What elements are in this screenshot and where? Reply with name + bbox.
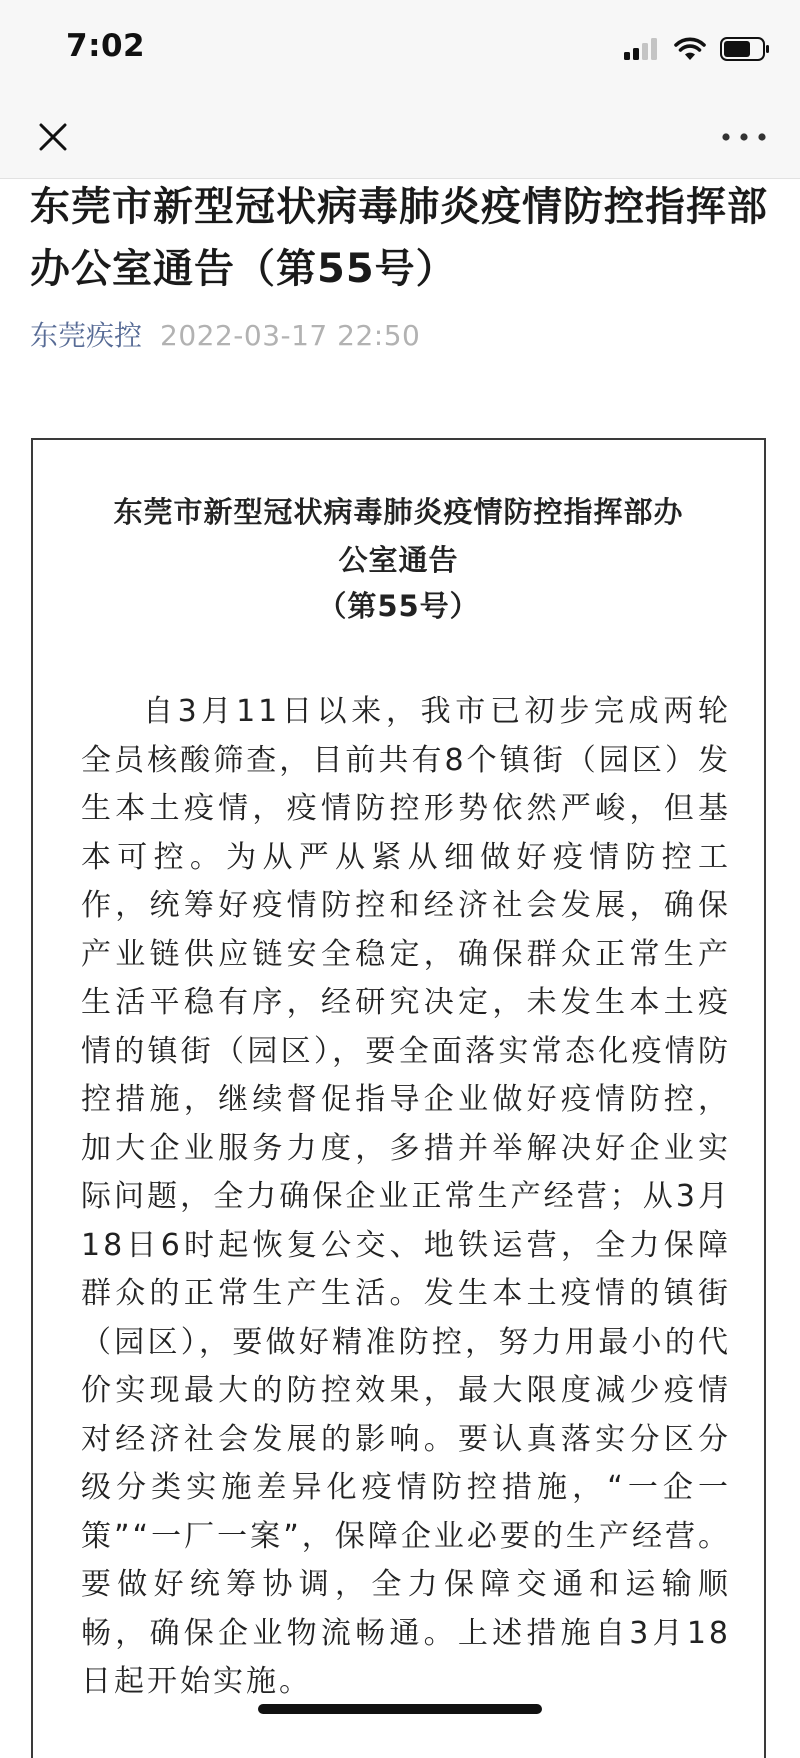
battery-icon [720, 37, 770, 61]
more-icon[interactable] [718, 120, 770, 154]
notice-frame [31, 438, 766, 1758]
close-icon[interactable] [30, 114, 76, 160]
status-time: 7:02 [66, 28, 146, 64]
article-meta [30, 316, 420, 356]
notice-heading [33, 488, 764, 630]
wifi-icon [674, 37, 706, 61]
status-bar [0, 0, 800, 96]
status-icons [624, 34, 770, 64]
signal-icon [624, 38, 660, 60]
notice-body: 自3月11日以来，我市已初步完成两轮全员核酸筛查，目前共有8个镇街（园区）发生本土疫情，疫情防控形势依然严峻，但基本可控。为从严从紧从细做好疫情防控工作，统筹好疫情防控和经济社会发展，确保产业链供应链安全稳定，确保群众正常生产生活平稳有序，经研究决定，未发生本土疫情的镇街（园区），要全面落实常态化疫情防控措施，继续督促指导企业做好疫情防控，加大企业服务力度，多措并举解决好企业实际问题，全力确保企业正常生产经营；从3月18日6时起恢复公交、地铁运营，全力保障群众的正常生产生活。发生本土疫情的镇街（园区），要做好精准防控，努力用最小的代价实现最大的防控效果，最大限度减少疫情对经济社会发展的影响。要认真落实分区分级分类实施差异化疫情防控措施，“一企一策”“一厂一案”，保障企业必要的生产经营。要做好统筹协调，全力保障交通和运输顺畅，确保企业物流畅通。上述措施自3月18日起开始实施。 [81, 694, 731, 1699]
nav-bar [0, 96, 800, 179]
notice-heading-line: 东莞市新型冠状病毒肺炎疫情防控指挥部办 [113, 495, 684, 529]
notice-heading-line: 公室通告 [338, 543, 459, 577]
publish-date: 2022-03-17 22:50 [160, 319, 421, 352]
notice-number: （第55号） [317, 589, 480, 623]
home-indicator [258, 1704, 542, 1714]
article-title: 东莞市新型冠状病毒肺炎疫情防控指挥部办公室通告（第55号） [30, 184, 768, 292]
account-name-link[interactable]: 东莞疾控 [30, 319, 143, 352]
